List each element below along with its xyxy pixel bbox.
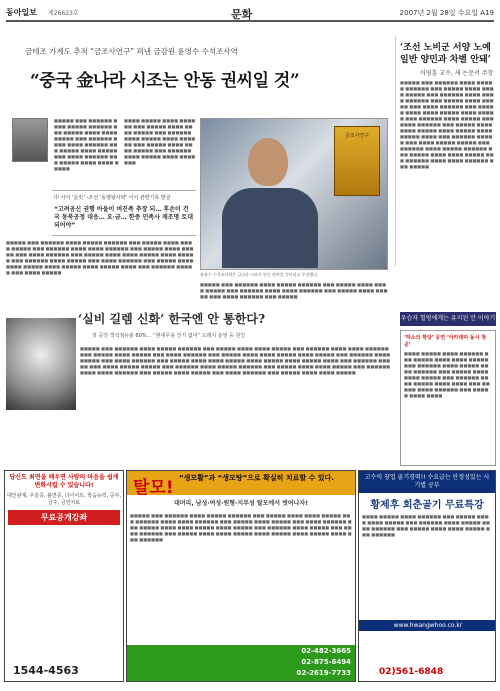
info-panel-text: ■■■■ ■■■■■ ■■■■ ■■■■■■ ■■■ ■■■■■ ■■■■ ■■■■ ■■■■■ ■■■ ■■■■■■ ■■■■ ■■■■■ ■■■■ ■■■■■■ ■■■ ■■■■■ ■■■■ ■■■■ ■■■■■ ■■■ ■■■■■■ ■■■■ ■■■■■ ■■■■ ■■■■ ■■■ ■■■■■ ■■■■ ■■■■■■ ■■■ ■■■■■ ■■■■ ■■■■ — [404, 351, 490, 398]
newspaper-logo: 동아일보 — [6, 8, 37, 17]
article-text-right: ■■■■■ ■■■ ■■■■■■ ■■■■ ■■■■■ ■■■■■■ ■■■ ■■■■■ ■■■■ ■■■■ ■■■■■ ■■■ ■■■■■■ ■■■■ ■■■■ ■■■■■■ ■■■ ■■■■■ ■■■■ ■■■■■ ■■■ ■■■■ ■■■■■■ ■■■ ■■■■■ — [200, 282, 388, 299]
hair-loss-ad-contacts — [127, 645, 356, 681]
side-text: ■■■■■ ■■■ ■■■■■■ ■■■■ ■■■■■ ■■■■■■ ■■■ ■■■■■ ■■■■ ■■■■ ■■■■■ ■■■ ■■■■■■ ■■■■ ■■■■ ■■■■■■ ■■■ ■■■■■ ■■■■ ■■■■■ ■■■ ■■■■ ■■■■■■ ■■■ ■■■■■ ■■■■ ■■■■ ■■■■■ ■■■■ ■■■■■ ■■■ ■■■■■■ ■■■■ ■■■■■ ■■■ ■■■■ ■■■■■■ ■■■ ■■■■■ ■■■■ ■■■■ ■■■■■ ■■■■ ■■■■■ ■■■■ ■■■■■ ■■■■ ■■■ ■■■■■■ ■■■■■ ■■■ ■■■■ ■■■■■ ■■■■■ ■■■ ■■■■■■ ■■■■ ■■■■■ ■■■■■■ ■■■ ■■■■■ ■■■■ ■■■■ ■■■■■ ■■■ ■■■■■■ ■■■■ ■■■■ ■■■■■■ ■■■ ■■■■■ — [400, 80, 494, 169]
ballet-headline: ‘실비 길렘 신화’ 한국엔 안 통한다? — [78, 312, 265, 326]
article-text-col1: ■■■■■ ■■■ ■■■■■■ ■■■■ ■■■■■ ■■■■■■ ■■■ ■■■■■ ■■■■ ■■■■ ■■■■■ ■■■ ■■■■■■ ■■■■ ■■■■ ■■■■■■ ■■■ ■■■■■ ■■■■ ■■■■■ ■■■ ■■■■ ■■■■■■ ■■■ ■■■■■ ■■■■ ■■■■ ■■■■■ — [54, 118, 119, 171]
ballet-subheadline: 첫 공연 객석점유율 60%… “현대무용 인기 없어” 도래지 운영 등 원인 — [92, 333, 246, 339]
masthead — [6, 6, 494, 22]
hair-loss-ad-phone-2: 02-875-6494 — [301, 658, 351, 666]
feature-subtitle: 금테조 가계도 추적 “금조사연구” 펴낸 금감원 윤영수 수석조사역 — [25, 47, 238, 56]
seminar-ad-phone: 02)561-6848 — [379, 667, 444, 677]
info-panel — [400, 330, 496, 466]
subheadline: “고려공신 권행 아들이 여진족 추장 되… 후손이 건국 동북공정 대응… 요·금… 한중 민족사 재조명 토대 되어야” — [54, 206, 194, 229]
author-face — [248, 138, 288, 186]
hypnosis-ad-phone: 1544-4563 — [13, 664, 79, 677]
hair-loss-ad-line: 대머리, 남성·여성·원형·지루성 탈모에서 벗어나자! — [173, 500, 309, 507]
portrait-photo — [12, 118, 48, 162]
hypnosis-ad-headline: 당신도 최면을 배우면 사람의 마음을 쉽게 변화시킬 수 있습니다! — [9, 474, 119, 489]
hypnosis-ad-box: 무료공개강좌 — [8, 510, 120, 525]
hair-loss-ad-phone-3: 02-2619-7733 — [296, 669, 351, 677]
seminar-ad-headline: 고수익 창업 골기경력!! 수요급는 안정성있는 시기별 공부 — [359, 471, 495, 493]
info-panel-title: 우승자 힐링에게는 유지된 안 이야기 — [400, 312, 496, 326]
ballet-text: ■■■■■ ■■■ ■■■■■■ ■■■■ ■■■■■ ■■■■■■ ■■■ ■■■■■ ■■■■ ■■■■ ■■■■■ ■■■ ■■■■■■ ■■■■ ■■■■ ■■■■■■ ■■■ ■■■■■ ■■■■ ■■■■■ ■■■ ■■■■ ■■■■■■ ■■■ ■■■■■ ■■■■ ■■■■ ■■■■■ ■■■■ ■■■■■ ■■■ ■■■■■■ ■■■■ ■■■■■ ■■■ ■■■■ ■■■■■■ ■■■ ■■■■■ ■■■■ ■■■■ ■■■■■ ■■■■ ■■■■■ ■■■■ ■■■■■ ■■■■ ■■■ ■■■■■■ ■■■■■ ■■■ ■■■■ ■■■■■ ■■■■■ ■■■ ■■■■■■ ■■■■ ■■■■■ ■■■■■■ ■■■ ■■■■■ ■■■■ ■■■■ ■■■■■ ■■■ ■■■■■■ ■■■■ ■■■■ ■■■■■■ ■■■ ■■■■■ ■■■■ ■■■■■ ■■■ ■■■■ ■■■■■■ ■■■ ■■■■■ ■■■■ ■■■■ ■■■■■ — [80, 346, 391, 375]
article-text-lower: ■■■■■ ■■■ ■■■■■■ ■■■■ ■■■■■ ■■■■■■ ■■■ ■■■■■ ■■■■ ■■■■ ■■■■■ ■■■ ■■■■■■ ■■■■ ■■■■ ■■■■■■ ■■■ ■■■■■ ■■■■ ■■■■■ ■■■ ■■■■ ■■■■■■ ■■■ ■■■■■ ■■■■ ■■■■ ■■■■■ ■■■■ ■■■■■ ■■■ ■■■■■■ ■■■■ ■■■■■ ■■■ ■■■■ ■■■■■■ ■■■ ■■■■■ ■■■■ ■■■■ ■■■■■ ■■■■ ■■■■■ ■■■■ ■■■■■ ■■■■ ■■■ ■■■■■■ ■■■■■ ■■■ ■■■■ ■■■■■ — [6, 240, 194, 275]
side-byline: 이영훈 교수, 새 논문서 주장 — [420, 70, 494, 77]
ballet-photo — [6, 318, 76, 410]
hair-loss-ad-banner — [127, 471, 355, 498]
info-panel-heading: ‘하소의 학당’ 공연 ‘아카데미 동시 첫 공’ — [404, 335, 487, 348]
photo-caption: 윤영수 수석조사역은 금나라 시조가 안동 권씨일 것이라고 주장했다. — [200, 272, 319, 277]
hair-loss-ad-text: ■■■■■ ■■■ ■■■■■■ ■■■■ ■■■■■ ■■■■■■ ■■■ ■■■■■ ■■■■ ■■■■ ■■■■■ ■■■ ■■■■■■ ■■■■ ■■■■ ■■■■■■ ■■■ ■■■■■ ■■■■ ■■■■■ ■■■ ■■■■ ■■■■■■ ■■■ ■■■■■ ■■■■ ■■■■ ■■■■■ ■■■■ ■■■■■ ■■■ ■■■■■■ ■■■■ ■■■■■ ■■■ ■■■■ ■■■■■■ ■■■ ■■■■■ ■■■■ ■■■■ ■■■■■ ■■■■ ■■■■■ ■■■■ ■■■■■ ■■■■ ■■■ ■■■■■■ — [130, 513, 352, 542]
hair-loss-ad-brand: 탈모! — [133, 478, 174, 498]
hypnosis-ad-sub: 대인관계, 우울증, 불면증, 다이어트, 학습능력, 공부, 금주, 금연치료 — [6, 493, 122, 506]
date-page: 2007년 2월 28일 수요일 A19 — [399, 9, 494, 17]
hair-loss-ad-slogan: “생모활”과 “생모탕”으로 확실히 치료할 수 있다. — [179, 474, 334, 482]
book-title: 금조사연구 — [344, 133, 370, 139]
seminar-ad-url[interactable]: www.hwangwhoo.co.kr — [359, 620, 496, 631]
issue-number: 제26623호 — [48, 10, 79, 17]
seminar-ad[interactable] — [358, 470, 496, 682]
section-title: 문화 — [231, 8, 253, 21]
seminar-ad-text: ■■■■ ■■■■■ ■■■■ ■■■■■■ ■■■ ■■■■■ ■■■■ ■■■■ ■■■■■ ■■■ ■■■■■■ ■■■■ ■■■■■ ■■■■ ■■■■■■ ■■■ ■■■■■ ■■■■ ■■■■ ■■■■■ ■■■ ■■■■■■ — [362, 514, 491, 537]
hair-loss-ad-phone-1: 02-482-3665 — [301, 647, 351, 655]
side-headline: ‘조선 노비군 서양 노예 일반 양민과 차별 안돼’ — [400, 43, 491, 65]
advertisement-band — [4, 470, 496, 682]
subheadline-tag: 中 사서 ‘金史’ -조선 ‘동명왕사략’ 이서 관련기록 발굴 — [54, 195, 171, 201]
seminar-ad-name: 황제후 회춘골기 무료특강 — [370, 500, 484, 511]
article-text-col2: ■■■■ ■■■■■ ■■■■ ■■■■■■ ■■■ ■■■■■ ■■■■ ■■■■ ■■■■■ ■■■ ■■■■■■ ■■■■ ■■■■■ ■■■■ ■■■■■■ ■■■ ■■■■■ ■■■■ ■■■■ ■■■■■ ■■■ ■■■■■■ ■■■■ ■■■■■ ■■■■ ■■■■ ■■■ — [124, 118, 196, 165]
hypnosis-ad[interactable] — [4, 470, 124, 682]
author-figure — [222, 188, 318, 268]
hair-loss-ad[interactable] — [126, 470, 356, 682]
feature-headline: “중국 金나라 시조는 안동 권씨일 것” — [30, 71, 300, 91]
